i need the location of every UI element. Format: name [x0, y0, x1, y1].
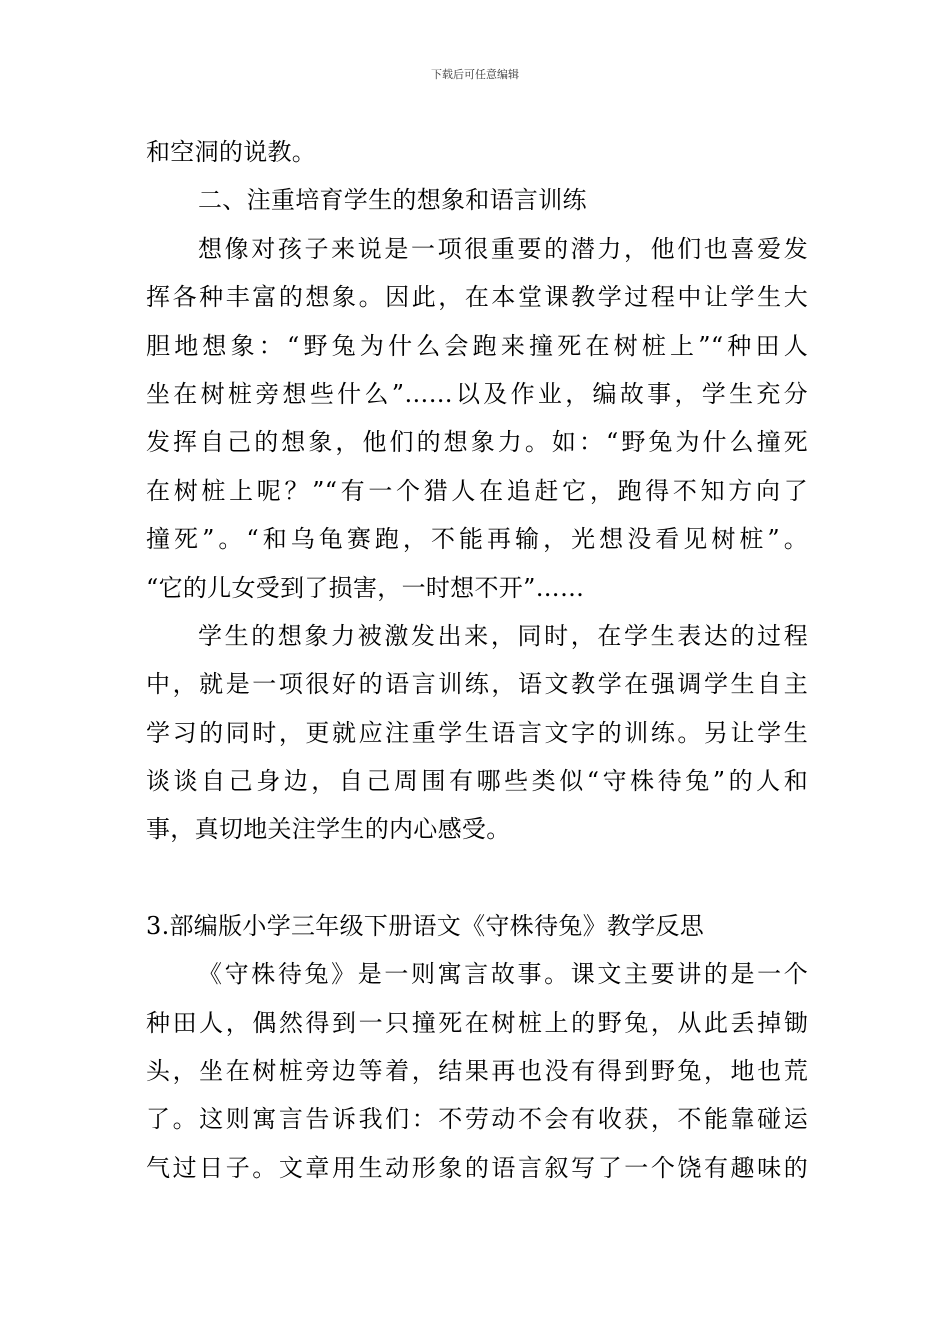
document-body [146, 128, 808, 1192]
text-line: 挥各种丰富的想象。因此，在本堂课教学过程中让学生大 [146, 283, 808, 312]
text-line: 中，就是一项很好的语言训练，语文教学在强调学生自主 [146, 670, 808, 699]
text-line: 和空洞的说教。 [146, 138, 317, 166]
text-line: 撞死”。“和乌龟赛跑，不能再输，光想没看见树桩”。 [146, 525, 808, 554]
text-line: 胆地想象：“野兔为什么会跑来撞死在树桩上”“种田人 [146, 331, 808, 360]
text-line: “它的儿女受到了损害，一时想不开”…… [146, 573, 585, 602]
section-heading: 二、注重培育学生的想象和语言训练 [198, 186, 587, 215]
text-line: 种田人，偶然得到一只撞死在树桩上的野兔，从此丢掉锄 [146, 1008, 808, 1037]
text-line: 事，真切地关注学生的内心感受。 [146, 815, 511, 844]
text-line: 谈谈自己身边，自己周围有哪些类似“守株待兔”的人和 [146, 767, 808, 796]
text-line: 了。这则寓言告诉我们：不劳动不会有收获，不能靠碰运 [146, 1105, 808, 1134]
text-line: 学习的同时，更就应注重学生语言文字的训练。另让学生 [146, 718, 808, 747]
page-header: 下载后可任意编辑 [431, 68, 519, 81]
text-line: 坐在树桩旁想些什么”……以及作业，编故事，学生充分 [146, 379, 808, 408]
text-line: 发挥自己的想象，他们的想象力。如：“野兔为什么撞死 [146, 428, 808, 457]
text-line: 想像对孩子来说是一项很重要的潜力，他们也喜爱发 [198, 234, 808, 263]
text-line: 在树桩上呢？”“有一个猎人在追赶它，跑得不知方向了 [146, 476, 808, 505]
text-line: 《守株待兔》是一则寓言故事。课文主要讲的是一个 [198, 960, 808, 989]
section-title: 3.部编版小学三年级下册语文《守株待兔》教学反思 [146, 911, 705, 940]
paragraph-gap [146, 854, 808, 902]
text-line: 气过日子。文章用生动形象的语言叙写了一个饶有趣味的 [146, 1153, 808, 1182]
text-line: 头，坐在树桩旁边等着，结果再也没有得到野兔，地也荒 [146, 1057, 808, 1086]
text-line: 学生的想象力被激发出来，同时，在学生表达的过程 [198, 621, 808, 650]
